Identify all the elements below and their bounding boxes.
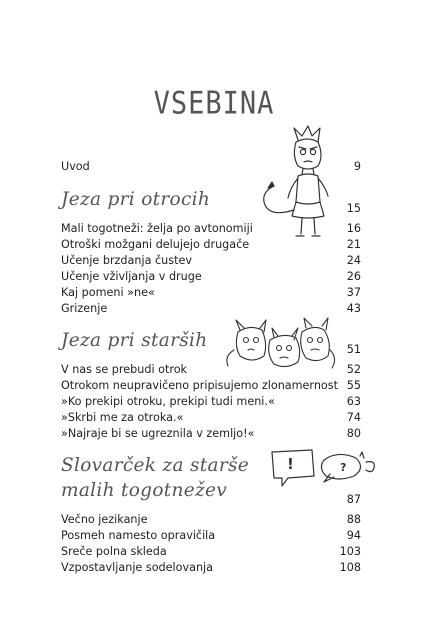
toc-entry-page: 80: [346, 427, 361, 440]
toc-entry-page: 21: [346, 238, 361, 251]
toc-entry-label: Otroški možgani delujejo drugače: [61, 238, 250, 251]
toc-entry-label: Večno jezikanje: [61, 513, 148, 526]
toc-entry[interactable]: [61, 427, 361, 441]
bubble-exclamation: !: [287, 455, 294, 473]
toc-entry[interactable]: [61, 270, 361, 284]
toc-entry[interactable]: [61, 254, 361, 268]
toc-entry-page: 52: [346, 363, 361, 376]
section-heading-page: 87: [346, 493, 361, 506]
toc-entry[interactable]: [61, 286, 361, 300]
toc-entry-page: 43: [346, 302, 361, 315]
section-heading-label: Jeza pri starših: [61, 330, 208, 351]
page-title: VSEBINA: [153, 85, 275, 122]
toc-entry-page: 16: [346, 222, 361, 235]
toc-entry-page: 63: [346, 395, 361, 408]
toc-entry[interactable]: [61, 513, 361, 527]
toc-entry[interactable]: [61, 529, 361, 543]
toc-entry-label: »Ko prekipi otroku, prekipi tudi meni.«: [61, 395, 275, 408]
toc-entry-label: Mali togotneži: želja po avtonomiji: [61, 222, 253, 235]
toc-entry-label: Grizenje: [61, 302, 108, 315]
toc-entry-label: Posmeh namesto opravičila: [61, 529, 216, 542]
toc-entry-page: 55: [346, 379, 361, 392]
section-heading-page: 51: [346, 343, 361, 356]
toc-entry-label: Kaj pomeni »ne«: [61, 286, 155, 299]
toc-entry-label: »Skrbi me za otroka.«: [61, 411, 184, 424]
toc-entry-label: Uvod: [61, 160, 90, 173]
toc-entry-label: V nas se prebudi otrok: [61, 363, 188, 376]
toc-entry-page: 74: [346, 411, 361, 424]
toc-entry[interactable]: [61, 545, 361, 559]
toc-entry-label: Vzpostavljanje sodelovanja: [61, 561, 214, 574]
section-heading-label: Slovarček za starše: [61, 455, 250, 476]
toc-entry-label: Učenje brzdanja čustev: [61, 254, 192, 267]
toc-entry-page: 108: [339, 561, 361, 574]
toc-entry-page: 103: [339, 545, 361, 558]
section-heading-label: malih togotnežev: [61, 480, 227, 501]
toc-entry-label: Učenje vživljanja v druge: [61, 270, 202, 283]
toc-entry-label: Otrokom neupravičeno pripisujemo zlonamernost: [61, 379, 338, 392]
toc-entry-label: Sreče polna skleda: [61, 545, 167, 558]
section-heading-glossary-line2[interactable]: [61, 480, 361, 507]
toc-entry[interactable]: [61, 411, 361, 425]
toc-entry-page: 26: [346, 270, 361, 283]
toc-entry[interactable]: [61, 302, 361, 316]
toc-entry-page: 37: [346, 286, 361, 299]
devil-creatures-illustration: [222, 316, 340, 376]
section-heading-label: Jeza pri otrocih: [61, 189, 211, 210]
speech-bubbles-illustration: [268, 446, 380, 490]
toc-entry[interactable]: [61, 395, 361, 409]
toc-entry-label: »Najraje bi se ugreznila v zemljo!«: [61, 427, 255, 440]
toc-entry-page: 94: [346, 529, 361, 542]
toc-entry-page: 9: [353, 160, 361, 173]
toc-entry[interactable]: [61, 561, 361, 575]
toc-entry-page: 24: [346, 254, 361, 267]
angry-child-illustration: [258, 122, 354, 246]
bubble-question: ?: [340, 461, 347, 474]
toc-entry[interactable]: [61, 379, 361, 393]
section-heading-page: 15: [346, 202, 361, 215]
toc-entry-page: 88: [346, 513, 361, 526]
